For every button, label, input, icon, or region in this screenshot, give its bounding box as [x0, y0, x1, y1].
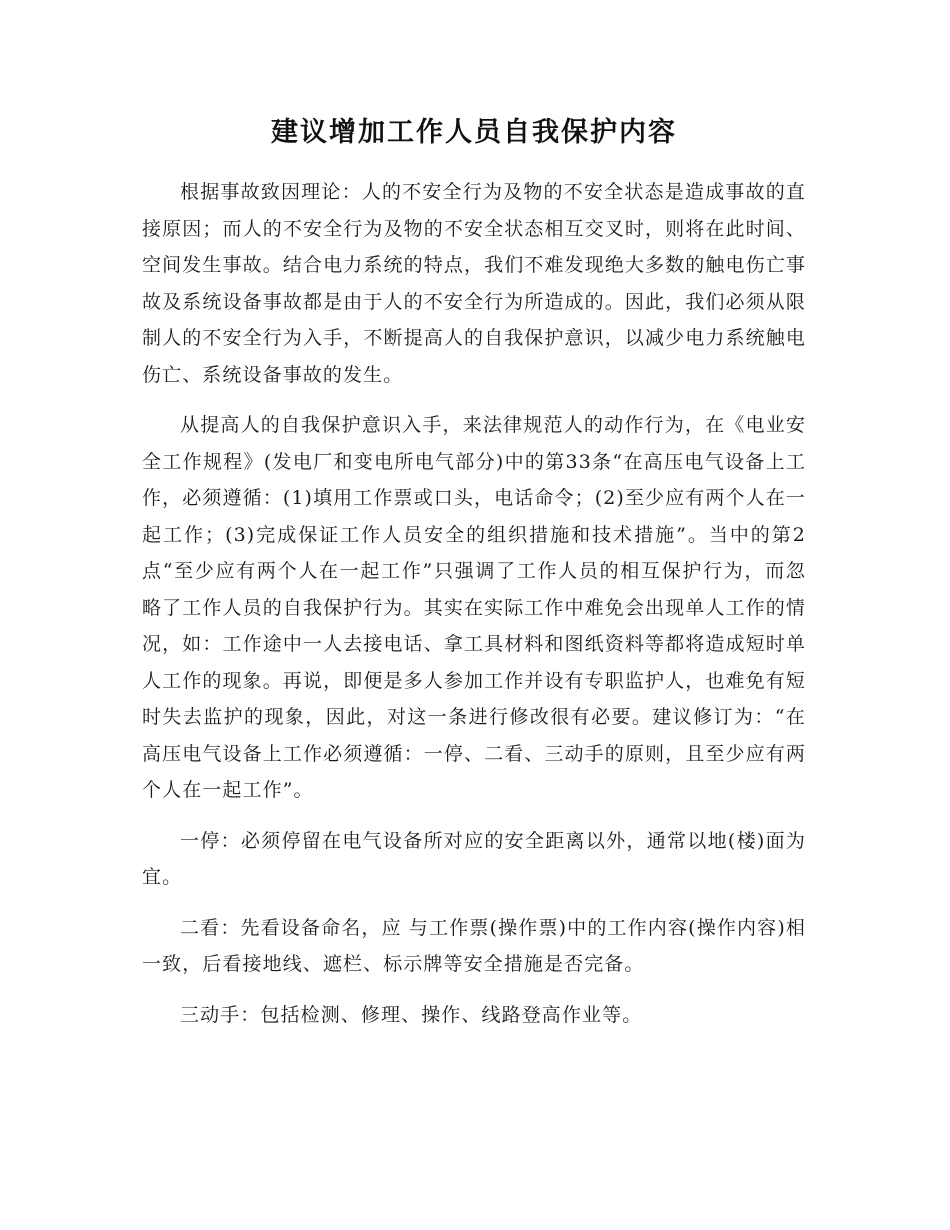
paragraph-step-stop: 一停：必须停留在电气设备所对应的安全距离以外，通常以地(楼)面为宜。 [142, 829, 806, 888]
paragraph-step-act: 三动手：包括检测、修理、操作、线路登高作业等。 [180, 1003, 643, 1026]
paragraph-safety-regulation: 从提高人的自我保护意识入手，来法律规范人的动作行为，在《电业安全工作规程》(发电厂和变电所电气部分)中的第33条“在高压电气设备上工作，必须遵循：(1)填用工作票或口头，电话命令；(2)至少应有两个人在一起工作；(3)完成保证工作人员安全的组织措施和技术措施”。当中的第2点“至少应有两个人在一起工作”只强调了工作人员的相互保护行为，而忽略了工作人员的自我保护行为。其实在实际工作中难免会出现单人工作的情况，如：工作途中一人去接电话、拿工具材料和图纸资料等都将造成短时单人工作的现象。再说，即便是多人参加工作并设有专职监护人，也难免有短时失去监护的现象，因此，对这一条进行修改很有必要。建议修订为：“在高压电气设备上工作必须遵循：一停、二看、三动手的原则，且至少应有两个人在一起工作”。 [142, 414, 806, 801]
paragraph-accident-theory: 根据事故致因理论：人的不安全行为及物的不安全状态是造成事故的直接原因；而人的不安全行为及物的不安全状态相互交叉时，则将在此时间、空间发生事故。结合电力系统的特点，我们不难发现绝大多数的触电伤亡事故及系统设备事故都是由于人的不安全行为所造成的。因此，我们必须从限制人的不安全行为入手，不断提高人的自我保护意识，以减少电力系统触电伤亡、系统设备事故的发生。 [142, 181, 806, 386]
document-title: 建议增加工作人员自我保护内容 [271, 117, 677, 148]
paragraph-step-look: 二看：先看设备命名，应 与工作票(操作票)中的工作内容(操作内容)相一致，后看接地线、遮栏、标示牌等安全措施是否完备。 [142, 916, 806, 975]
document-page [142, 108, 806, 1047]
